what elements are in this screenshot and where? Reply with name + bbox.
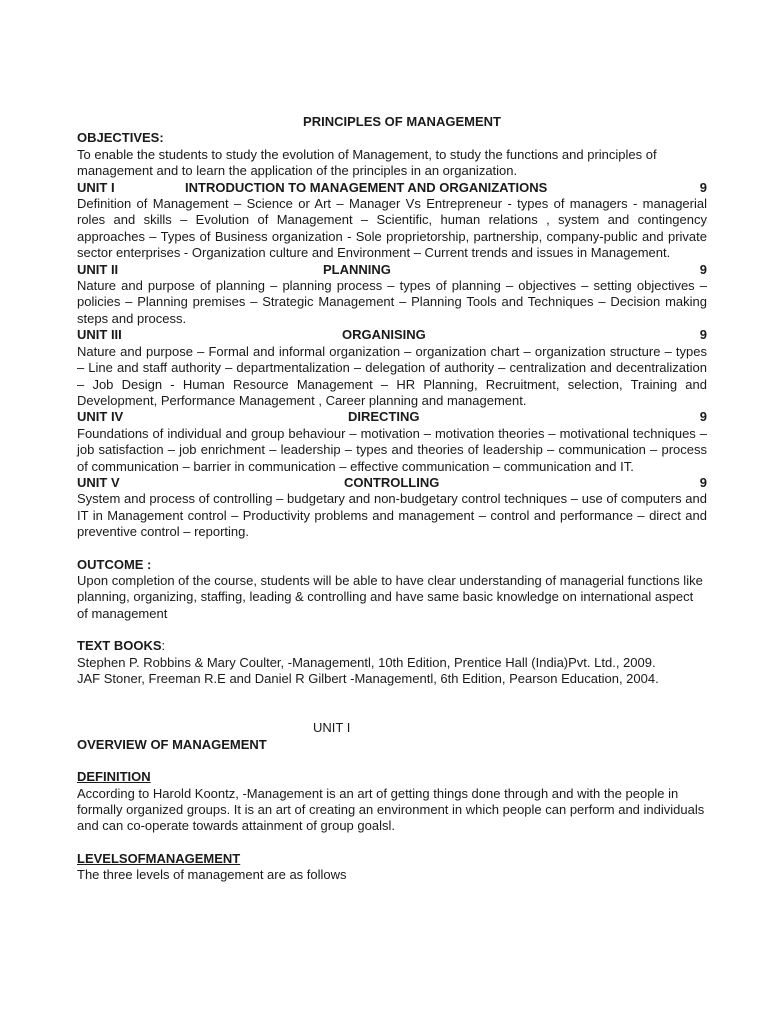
spacer <box>77 622 707 638</box>
unit-hours: 9 <box>699 261 707 277</box>
unit-header <box>77 180 707 196</box>
textbooks-heading: TEXT BOOKS <box>77 638 162 654</box>
unit-hours: 9 <box>699 327 707 343</box>
unit-header <box>77 409 707 425</box>
outcome-text: Upon completion of the course, students will be able to have clear understanding of managerial functions like planning, organizing, staffing, leading & controlling and have same basic knowledge on international aspect of management <box>77 572 703 621</box>
unit-header <box>77 475 707 491</box>
page-title: PRINCIPLES OF MANAGEMENT <box>303 114 501 129</box>
unit-hours: 9 <box>699 179 707 195</box>
definition-text: According to Harold Koontz, -Management is an art of getting things done through and with the people in formally organized groups. It is an art of creating an environment in which people can perform and individuals and can co-operate towards attainment of group goalsl. <box>77 785 705 834</box>
objectives-heading: OBJECTIVES: <box>77 130 164 146</box>
unit-title: ORGANISING <box>342 327 426 343</box>
unit-content: Nature and purpose – Formal and informal organization – organization chart – organization structure – types – Line and staff authority – departmentalization – delegation of authority – centralization and decentralization – Job Design - Human Resource Management – HR Planning, Recruitment, selection, Training and Development, Performance Management , Career planning and management. <box>77 343 707 408</box>
objectives-text: To enable the students to study the evolution of Management, to study the functions and principles of management and to learn the application of the principles in an organization. <box>77 146 657 179</box>
unit-title: CONTROLLING <box>344 474 440 490</box>
spacer <box>77 753 707 769</box>
unit-content: Nature and purpose of planning – planning process – types of planning – objectives – setting objectives – policies – Planning premises – Strategic Management – Planning Tools and Techniques – Decision making steps and process. <box>77 278 707 326</box>
unit-content: Foundations of individual and group behaviour – motivation – motivation theories – motivational techniques – job satisfaction – job enrichment – leadership – types and theories of leadership – communication – process of communication – barrier in communication – effective communication – communication and IT. <box>77 425 707 474</box>
overview-heading: OVERVIEW OF MANAGEMENT <box>77 736 267 752</box>
unit-content: Definition of Management – Science or Art – Manager Vs Entrepreneur - types of managers - managerial roles and skills – Evolution of Management – Scientific, human relations , system and contingency approaches – Types of Business organization - Sole proprietorship, partnership, company-public and private sector enterprises - Organization culture and Environment – Current trends and issues in Management. <box>77 196 707 261</box>
textbook-reference: Stephen P. Robbins & Mary Coulter, -Managementl, 10th Edition, Prentice Hall (India)Pvt. Ltd., 2009. <box>77 654 656 670</box>
unit-title: INTRODUCTION TO MANAGEMENT AND ORGANIZATIONS <box>185 179 548 195</box>
unit-label: UNIT V <box>77 474 120 490</box>
unit-label: UNIT II <box>77 261 119 277</box>
unit-one-label: UNIT I <box>313 720 351 736</box>
spacer <box>77 687 707 720</box>
levels-text: The three levels of management are as follows <box>77 867 347 883</box>
unit-hours: 9 <box>699 409 707 425</box>
outcome-heading: OUTCOME : <box>77 556 152 572</box>
unit-label: UNIT III <box>77 327 122 343</box>
unit-content: System and process of controlling – budgetary and non-budgetary control techniques – use of computers and IT in Management control – Productivity problems and management – control and performance – direct and preventive control – reporting. <box>77 491 707 540</box>
textbook-reference: JAF Stoner, Freeman R.E and Daniel R Gilbert -Managementl, 6th Edition, Pearson Education, 2004. <box>77 671 659 686</box>
unit-header <box>77 327 707 343</box>
definition-heading: DEFINITION <box>77 769 151 785</box>
unit-title: PLANNING <box>323 261 391 277</box>
document-body <box>77 114 707 884</box>
spacer <box>77 541 707 557</box>
unit-label: UNIT I <box>77 179 115 195</box>
levels-heading: LEVELSOFMANAGEMENT <box>77 850 241 866</box>
spacer <box>77 835 707 851</box>
unit-hours: 9 <box>699 474 707 490</box>
unit-label: UNIT IV <box>77 409 124 425</box>
textbooks-heading-line <box>77 638 707 654</box>
unit-header <box>77 262 707 278</box>
textbooks-heading-colon: : <box>161 638 166 654</box>
unit-title: DIRECTING <box>348 409 420 425</box>
